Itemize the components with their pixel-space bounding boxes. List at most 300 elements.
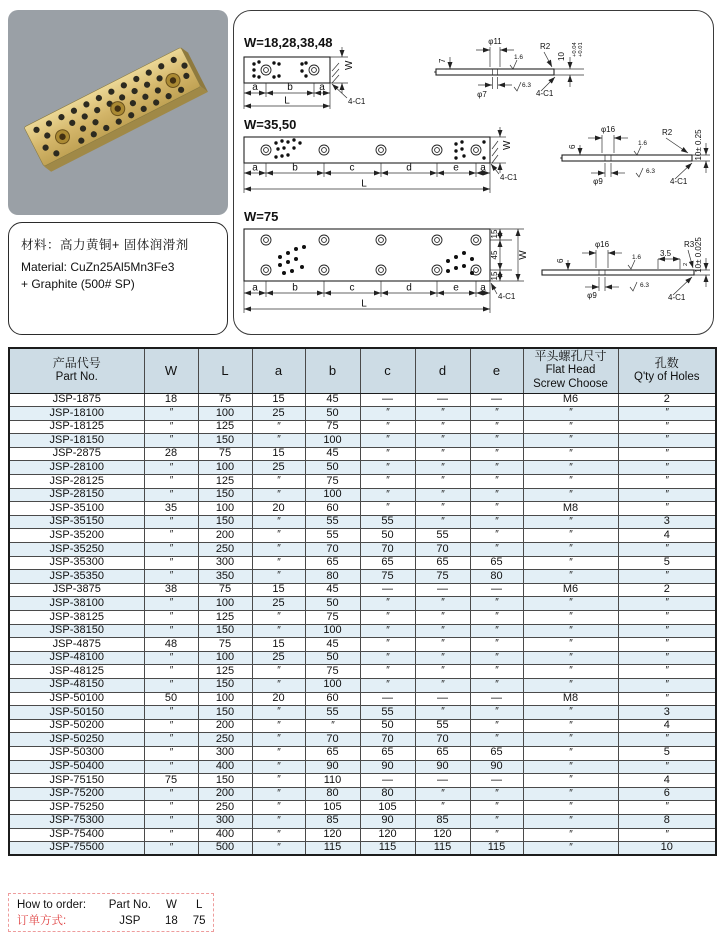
- value-cell: ″: [523, 624, 618, 638]
- value-cell: ″: [523, 842, 618, 856]
- value-cell: 120: [415, 828, 470, 842]
- value-cell: 6: [618, 787, 716, 801]
- value-cell: ″: [523, 651, 618, 665]
- table-row: [9, 774, 716, 788]
- value-cell: 100: [198, 597, 252, 611]
- value-cell: 100: [305, 678, 360, 692]
- value-cell: ″: [523, 774, 618, 788]
- value-cell: 70: [360, 733, 415, 747]
- dim-d-label: d: [406, 282, 412, 294]
- value-cell: 90: [360, 814, 415, 828]
- part-no-cell: JSP-48150: [9, 678, 144, 692]
- value-cell: 55: [305, 529, 360, 543]
- value-cell: ″: [144, 515, 198, 529]
- dia-top-label: φ16: [594, 240, 610, 249]
- material-box: [8, 222, 228, 335]
- value-cell: ″: [470, 529, 523, 543]
- value-cell: ″: [360, 611, 415, 625]
- value-cell: ″: [415, 665, 470, 679]
- value-cell: ″: [415, 597, 470, 611]
- finish-bot: 6.3: [522, 82, 532, 89]
- header-qty-cn: 孔数: [654, 356, 679, 371]
- value-cell: 55: [305, 706, 360, 720]
- value-cell: 200: [198, 719, 252, 733]
- value-cell: ″: [144, 556, 198, 570]
- value-cell: 25: [252, 461, 305, 475]
- dim-w-label: W: [502, 140, 513, 150]
- dim-L-label: L: [361, 298, 367, 310]
- value-cell: ″: [415, 706, 470, 720]
- value-cell: ″: [470, 475, 523, 489]
- value-cell: 55: [360, 515, 415, 529]
- value-cell: ″: [523, 570, 618, 584]
- table-row: [9, 733, 716, 747]
- value-cell: ″: [523, 543, 618, 557]
- value-cell: —: [415, 692, 470, 706]
- order-part-header: Part No.: [108, 899, 151, 911]
- value-cell: 50: [144, 692, 198, 706]
- drawing3-title: W=75: [244, 209, 279, 224]
- value-cell: 28: [144, 447, 198, 461]
- value-cell: ″: [470, 787, 523, 801]
- header-a: a: [252, 348, 305, 393]
- table-row: [9, 814, 716, 828]
- value-cell: 120: [305, 828, 360, 842]
- dim-d-label: d: [406, 162, 412, 174]
- value-cell: ″: [144, 407, 198, 421]
- value-cell: 65: [415, 556, 470, 570]
- dim-a2-label: a: [480, 162, 486, 174]
- offset-dim: 3.5: [660, 249, 672, 258]
- dia-bot-label: φ9: [587, 291, 597, 300]
- value-cell: ″: [252, 543, 305, 557]
- table-row: [9, 801, 716, 815]
- value-cell: ″: [415, 651, 470, 665]
- part-no-cell: JSP-35250: [9, 543, 144, 557]
- value-cell: ″: [618, 597, 716, 611]
- value-cell: ″: [523, 529, 618, 543]
- value-cell: ″: [618, 420, 716, 434]
- part-no-cell: JSP-35100: [9, 502, 144, 516]
- dim-e-label: e: [453, 282, 459, 294]
- value-cell: ″: [618, 760, 716, 774]
- order-line-1: [17, 897, 213, 913]
- table-row: [9, 407, 716, 421]
- part-no-cell: JSP-38100: [9, 597, 144, 611]
- header-d: d: [415, 348, 470, 393]
- value-cell: 75: [198, 447, 252, 461]
- value-cell: 15: [252, 638, 305, 652]
- value-cell: 150: [198, 434, 252, 448]
- value-cell: 125: [198, 475, 252, 489]
- value-cell: 75: [305, 665, 360, 679]
- order-box: [8, 893, 214, 932]
- value-cell: 65: [360, 746, 415, 760]
- value-cell: ″: [144, 787, 198, 801]
- table-row: [9, 583, 716, 597]
- thickness-dim: 10± 0.25: [694, 129, 703, 161]
- value-cell: 90: [415, 760, 470, 774]
- order-label-en: How to order:: [17, 899, 87, 911]
- value-cell: 70: [415, 543, 470, 557]
- finish-bot: 6.3: [640, 282, 650, 289]
- table-row: [9, 828, 716, 842]
- value-cell: ″: [415, 475, 470, 489]
- value-cell: 20: [252, 692, 305, 706]
- dim-c-label: c: [349, 162, 355, 174]
- chamfer-label: 4-C1: [498, 292, 516, 301]
- value-cell: 100: [198, 461, 252, 475]
- value-cell: ″: [618, 733, 716, 747]
- dim-a1-label: a: [252, 282, 258, 294]
- edge-dim: 6: [556, 258, 565, 263]
- value-cell: 100: [198, 692, 252, 706]
- order-l-header: L: [195, 899, 203, 911]
- value-cell: ″: [144, 842, 198, 856]
- value-cell: 150: [198, 706, 252, 720]
- value-cell: 50: [305, 597, 360, 611]
- value-cell: ″: [144, 597, 198, 611]
- value-cell: 100: [305, 488, 360, 502]
- value-cell: ″: [470, 665, 523, 679]
- value-cell: ″: [618, 692, 716, 706]
- value-cell: 80: [305, 570, 360, 584]
- value-cell: ″: [252, 515, 305, 529]
- value-cell: 55: [415, 529, 470, 543]
- value-cell: —: [360, 393, 415, 407]
- value-cell: ″: [144, 801, 198, 815]
- technical-drawings: [234, 11, 712, 333]
- tol-top: +0.04: [572, 42, 578, 57]
- value-cell: ″: [523, 746, 618, 760]
- value-cell: 250: [198, 733, 252, 747]
- value-cell: 65: [305, 556, 360, 570]
- value-cell: ″: [523, 488, 618, 502]
- value-cell: ″: [252, 760, 305, 774]
- value-cell: ″: [144, 733, 198, 747]
- value-cell: ″: [144, 543, 198, 557]
- value-cell: ″: [252, 624, 305, 638]
- value-cell: 3: [618, 515, 716, 529]
- part-no-cell: JSP-1875: [9, 393, 144, 407]
- value-cell: ″: [415, 420, 470, 434]
- table-row: [9, 434, 716, 448]
- value-cell: 100: [305, 624, 360, 638]
- drawing-w75-plan: [244, 209, 529, 313]
- table-row: [9, 665, 716, 679]
- table-row: [9, 597, 716, 611]
- value-cell: 65: [415, 746, 470, 760]
- value-cell: 300: [198, 814, 252, 828]
- value-cell: ″: [470, 407, 523, 421]
- value-cell: ″: [144, 461, 198, 475]
- value-cell: ″: [415, 515, 470, 529]
- value-cell: ″: [252, 828, 305, 842]
- value-cell: —: [360, 692, 415, 706]
- value-cell: 200: [198, 787, 252, 801]
- radius-label: R2: [540, 42, 551, 51]
- tol-bot: +0.01: [578, 42, 584, 57]
- value-cell: 15: [252, 447, 305, 461]
- value-cell: 75: [198, 638, 252, 652]
- value-cell: ″: [252, 665, 305, 679]
- value-cell: ″: [618, 624, 716, 638]
- header-w: W: [144, 348, 198, 393]
- table-row: [9, 447, 716, 461]
- value-cell: 48: [144, 638, 198, 652]
- header-screw-en2: Screw Choose: [533, 378, 608, 391]
- value-cell: ″: [470, 420, 523, 434]
- value-cell: ″: [305, 719, 360, 733]
- chamfer-label: 4-C1: [500, 173, 518, 182]
- value-cell: ″: [523, 706, 618, 720]
- edge-dim: 6: [568, 144, 577, 149]
- chamfer-label: 4-C1: [536, 89, 554, 98]
- value-cell: ″: [252, 529, 305, 543]
- value-cell: ″: [144, 420, 198, 434]
- value-cell: ″: [360, 651, 415, 665]
- value-cell: 25: [252, 597, 305, 611]
- table-row: [9, 651, 716, 665]
- part-no-cell: JSP-28125: [9, 475, 144, 489]
- value-cell: ″: [252, 774, 305, 788]
- part-no-cell: JSP-35150: [9, 515, 144, 529]
- header-qty-en: Q'ty of Holes: [634, 371, 700, 384]
- value-cell: 4: [618, 774, 716, 788]
- value-cell: ″: [144, 488, 198, 502]
- value-cell: 60: [305, 502, 360, 516]
- header-screw: [523, 348, 618, 393]
- dim-w-label: W: [344, 60, 355, 70]
- value-cell: ″: [415, 488, 470, 502]
- value-cell: 20: [252, 502, 305, 516]
- value-cell: ″: [144, 719, 198, 733]
- value-cell: 85: [305, 814, 360, 828]
- part-no-cell: JSP-50150: [9, 706, 144, 720]
- value-cell: ″: [252, 420, 305, 434]
- parts-table-header: [9, 348, 716, 393]
- table-row: [9, 624, 716, 638]
- part-no-cell: JSP-38150: [9, 624, 144, 638]
- value-cell: ″: [360, 461, 415, 475]
- value-cell: ″: [360, 447, 415, 461]
- dim-c-label: c: [349, 282, 355, 294]
- value-cell: 70: [415, 733, 470, 747]
- table-row: [9, 393, 716, 407]
- value-cell: 100: [198, 651, 252, 665]
- value-cell: 75: [305, 611, 360, 625]
- value-cell: 75: [144, 774, 198, 788]
- value-cell: ″: [470, 461, 523, 475]
- value-cell: ″: [470, 434, 523, 448]
- value-cell: ″: [523, 447, 618, 461]
- value-cell: ″: [252, 611, 305, 625]
- value-cell: 75: [305, 420, 360, 434]
- value-cell: ″: [523, 461, 618, 475]
- value-cell: ″: [618, 543, 716, 557]
- value-cell: 25: [252, 651, 305, 665]
- value-cell: ″: [252, 678, 305, 692]
- value-cell: ″: [523, 678, 618, 692]
- value-cell: 65: [470, 746, 523, 760]
- value-cell: ″: [415, 502, 470, 516]
- value-cell: 500: [198, 842, 252, 856]
- value-cell: 2: [618, 583, 716, 597]
- value-cell: ″: [144, 678, 198, 692]
- part-no-cell: JSP-4875: [9, 638, 144, 652]
- dim-15-top: 15: [490, 229, 499, 239]
- table-row: [9, 787, 716, 801]
- value-cell: 115: [470, 842, 523, 856]
- value-cell: —: [360, 774, 415, 788]
- value-cell: ″: [523, 760, 618, 774]
- value-cell: 70: [360, 543, 415, 557]
- value-cell: ″: [252, 746, 305, 760]
- value-cell: 45: [305, 447, 360, 461]
- value-cell: 80: [360, 787, 415, 801]
- table-row: [9, 529, 716, 543]
- value-cell: ″: [252, 787, 305, 801]
- value-cell: ″: [360, 434, 415, 448]
- value-cell: ″: [618, 665, 716, 679]
- value-cell: —: [470, 393, 523, 407]
- value-cell: 55: [360, 706, 415, 720]
- value-cell: ″: [523, 787, 618, 801]
- part-no-cell: JSP-48125: [9, 665, 144, 679]
- drawing-w18-plan: [244, 35, 366, 109]
- header-c: c: [360, 348, 415, 393]
- part-no-cell: JSP-28150: [9, 488, 144, 502]
- value-cell: 200: [198, 529, 252, 543]
- dim-a1-label: a: [252, 82, 258, 93]
- section-view-1: [434, 37, 584, 99]
- material-text-en2: + Graphite (500# SP): [21, 277, 135, 292]
- value-cell: ″: [252, 801, 305, 815]
- value-cell: ″: [144, 814, 198, 828]
- value-cell: ″: [523, 665, 618, 679]
- value-cell: 4: [618, 719, 716, 733]
- dim-b-label: b: [292, 162, 298, 174]
- value-cell: 150: [198, 774, 252, 788]
- table-row: [9, 706, 716, 720]
- value-cell: 55: [305, 515, 360, 529]
- dim-a2-label: a: [319, 82, 325, 93]
- radius-label: R2: [662, 128, 673, 137]
- dim-15-bot: 15: [490, 271, 499, 281]
- table-row: [9, 420, 716, 434]
- value-cell: 125: [198, 611, 252, 625]
- thickness-dim: 10: [557, 52, 566, 61]
- value-cell: ″: [252, 733, 305, 747]
- parts-table: [8, 347, 717, 856]
- part-no-cell: JSP-75150: [9, 774, 144, 788]
- table-row: [9, 556, 716, 570]
- value-cell: ″: [252, 434, 305, 448]
- order-w-header: W: [165, 899, 177, 911]
- dim-a2-label: a: [480, 282, 486, 294]
- value-cell: ″: [360, 475, 415, 489]
- value-cell: ″: [144, 611, 198, 625]
- value-cell: ″: [415, 638, 470, 652]
- edge-dim: 7: [438, 58, 447, 63]
- value-cell: 75: [415, 570, 470, 584]
- value-cell: ″: [470, 828, 523, 842]
- part-no-cell: JSP-35350: [9, 570, 144, 584]
- header-e: e: [470, 348, 523, 393]
- value-cell: ″: [618, 570, 716, 584]
- table-row: [9, 502, 716, 516]
- value-cell: ″: [618, 407, 716, 421]
- part-no-cell: JSP-75200: [9, 787, 144, 801]
- value-cell: ″: [144, 746, 198, 760]
- value-cell: —: [470, 583, 523, 597]
- value-cell: ″: [252, 706, 305, 720]
- value-cell: ″: [144, 828, 198, 842]
- table-row: [9, 638, 716, 652]
- value-cell: ″: [470, 638, 523, 652]
- dim-b-label: b: [287, 82, 293, 93]
- dim-e-label: e: [453, 162, 459, 174]
- value-cell: 125: [198, 420, 252, 434]
- value-cell: 105: [360, 801, 415, 815]
- value-cell: ″: [360, 488, 415, 502]
- value-cell: ″: [144, 475, 198, 489]
- value-cell: ″: [360, 502, 415, 516]
- value-cell: ″: [523, 475, 618, 489]
- value-cell: 250: [198, 543, 252, 557]
- value-cell: ″: [144, 434, 198, 448]
- header-qty: [618, 348, 716, 393]
- value-cell: ″: [144, 665, 198, 679]
- value-cell: ″: [144, 529, 198, 543]
- part-no-cell: JSP-75500: [9, 842, 144, 856]
- value-cell: 70: [305, 733, 360, 747]
- value-cell: ″: [523, 515, 618, 529]
- header-part-no: [9, 348, 144, 393]
- value-cell: —: [360, 583, 415, 597]
- value-cell: ″: [618, 502, 716, 516]
- dia-bot-label: φ9: [593, 177, 603, 186]
- value-cell: —: [415, 583, 470, 597]
- value-cell: ″: [470, 624, 523, 638]
- value-cell: ″: [252, 556, 305, 570]
- value-cell: ″: [470, 488, 523, 502]
- value-cell: 2: [618, 393, 716, 407]
- value-cell: 300: [198, 556, 252, 570]
- plate-photo-illustration: [8, 10, 228, 215]
- value-cell: —: [415, 774, 470, 788]
- section-view-2: [560, 125, 710, 186]
- value-cell: ″: [523, 597, 618, 611]
- dia-top-label: φ16: [600, 125, 616, 134]
- order-line-2: [17, 913, 213, 929]
- part-no-cell: JSP-38125: [9, 611, 144, 625]
- table-row: [9, 543, 716, 557]
- value-cell: ″: [470, 597, 523, 611]
- value-cell: 300: [198, 746, 252, 760]
- value-cell: 10: [618, 842, 716, 856]
- drawing2-title: W=35,50: [244, 117, 297, 132]
- part-no-cell: JSP-2875: [9, 447, 144, 461]
- dia-top-label: φ11: [488, 37, 502, 46]
- value-cell: 75: [198, 393, 252, 407]
- value-cell: ″: [360, 665, 415, 679]
- value-cell: ″: [523, 407, 618, 421]
- table-row: [9, 515, 716, 529]
- part-no-cell: JSP-50250: [9, 733, 144, 747]
- value-cell: ″: [252, 814, 305, 828]
- value-cell: ″: [618, 611, 716, 625]
